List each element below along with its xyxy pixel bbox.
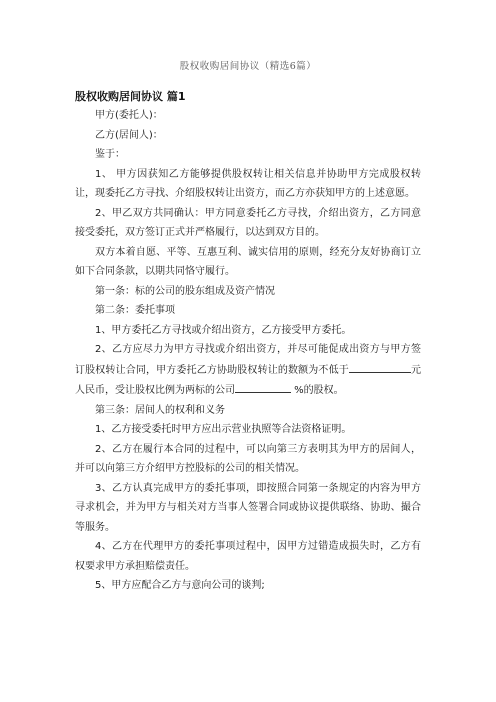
amount-blank bbox=[349, 360, 411, 373]
paragraph: 3、乙方认真完成甲方的委托事项，即按照合同第一条规定的内容为甲方寻求机会，并为甲方与相关对方当事人签署合同或协议提供联络、协助、撮合等服务。 bbox=[75, 482, 421, 533]
paragraph: 甲方(委托人)： bbox=[95, 110, 163, 121]
paragraph: 双方本着自愿、平等、互惠互利、诚实信用的原则，经充分友好协商订立如下合同条款，以期共同恪守履行。 bbox=[75, 246, 421, 277]
paragraph: 1、乙方接受委托时甲方应出示营业执照等合法资格证明。 bbox=[95, 424, 352, 435]
document-body bbox=[75, 106, 421, 596]
paragraph: 鉴于： bbox=[95, 149, 125, 160]
clause-heading: 第二条：委托事项 bbox=[95, 305, 175, 316]
clause-text: %的股权。 bbox=[291, 385, 344, 396]
clause-text: 2、乙方应尽力为甲方寻找或介绍出资方，并尽可能促成出资方与甲方签订股权转让合同，甲方委托乙方协助股权转让的数额为不低于 bbox=[75, 344, 421, 376]
clause-text: 元人民币，受让股权比例为两标的公司 bbox=[75, 364, 422, 396]
document-header: 股权收购居间协议（精选6篇） bbox=[179, 61, 317, 72]
paragraph: 2、乙方在履行本合同的过程中，可以向第三方表明其为甲方的居间人，并可以向第三方介绍甲方控股标的公司的相关情况。 bbox=[75, 443, 421, 474]
paragraph: 1、 甲方因获知乙方能够提供股权转让相关信息并协助甲方完成股权转让，现委托乙方寻找、介绍股权转让出资方，而乙方亦获知甲方的上述意愿。 bbox=[75, 168, 421, 199]
paragraph-amount-clause bbox=[75, 340, 421, 401]
paragraph: 1、甲方委托乙方寻找或介绍出资方，乙方接受甲方委托。 bbox=[95, 324, 352, 336]
percent-blank bbox=[235, 380, 291, 393]
section-title: 股权收购居间协议 篇1 bbox=[75, 90, 186, 103]
paragraph: 4、乙方在代理甲方的委托事项过程中，因甲方过错造成损失时，乙方有权要求甲方承担赔偿责任。 bbox=[75, 541, 421, 572]
paragraph: 2、甲乙双方共同确认：甲方同意委托乙方寻找，介绍出资方，乙方同意接受委托，双方签订正式并严格履行，以达到双方目的。 bbox=[75, 207, 421, 238]
clause-heading: 第一条：标的公司的股东组成及资产情况 bbox=[95, 285, 275, 297]
clause-heading: 第三条：居间人的权利和义务 bbox=[95, 404, 225, 416]
paragraph: 乙方(居间人)： bbox=[95, 129, 163, 141]
paragraph: 5、甲方应配合乙方与意向公司的谈判; bbox=[95, 580, 265, 591]
